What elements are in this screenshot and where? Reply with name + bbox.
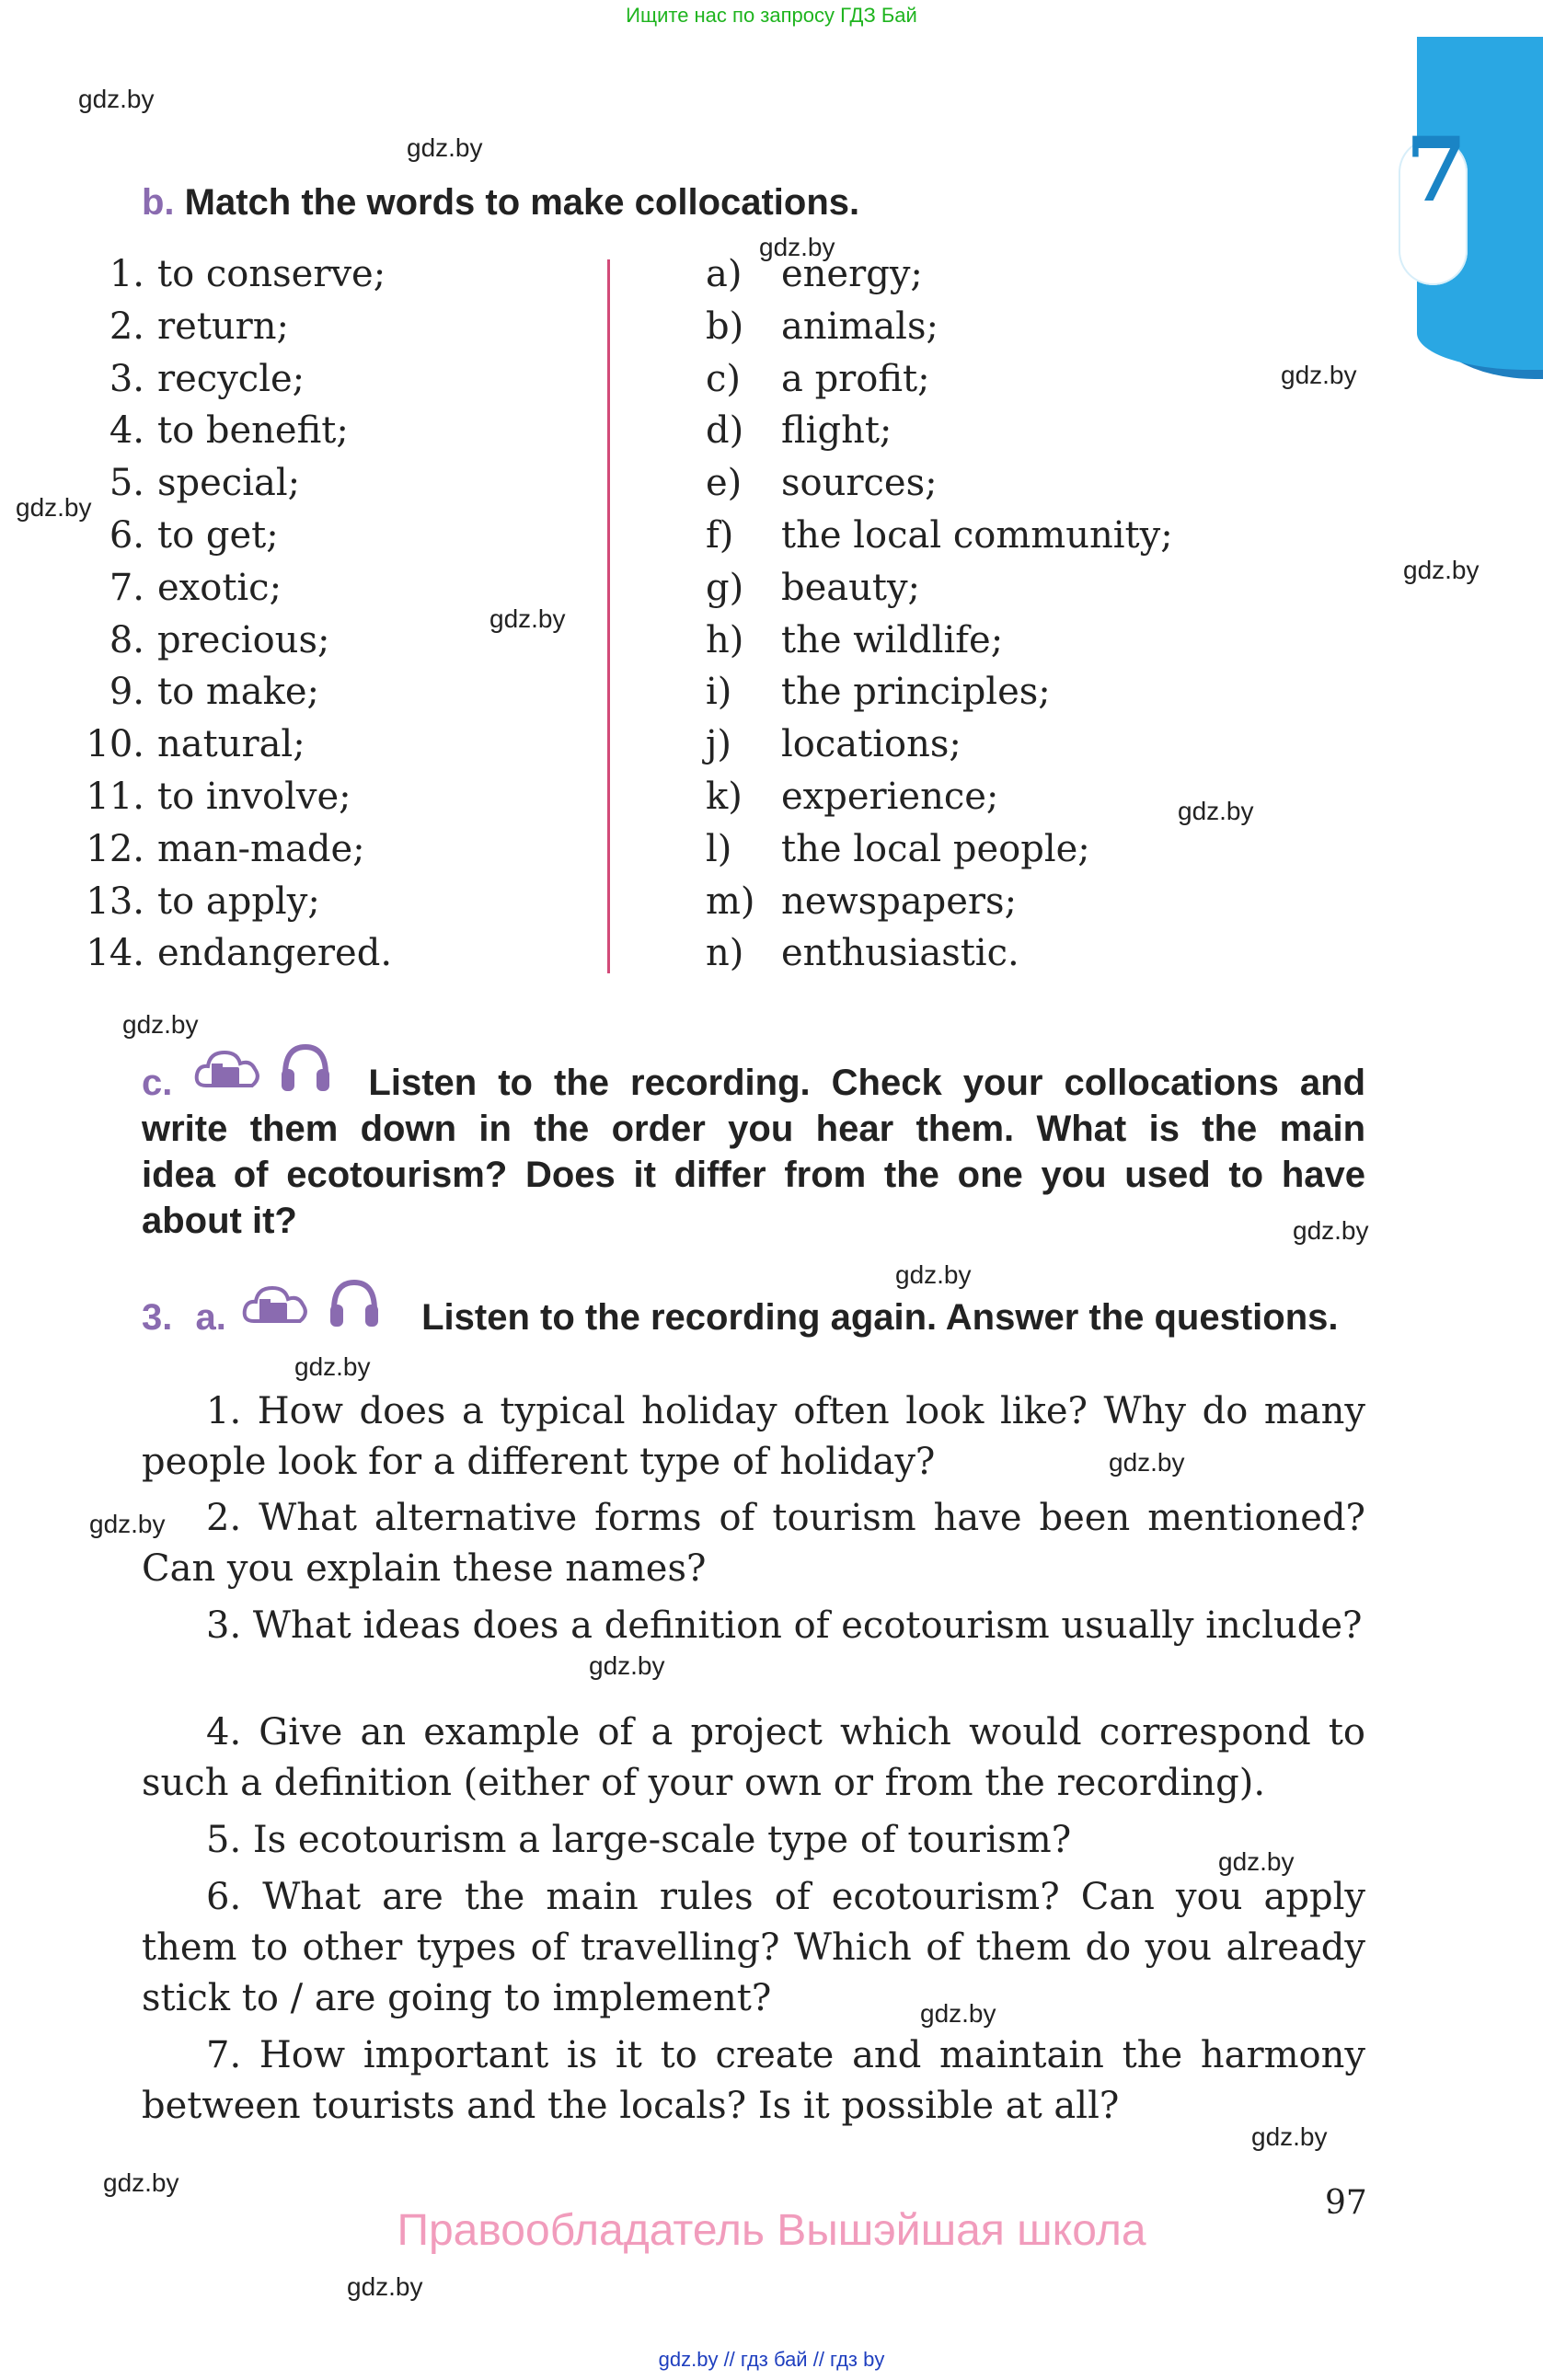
watermark: gdz.by (1178, 797, 1254, 825)
right-item (706, 723, 961, 765)
right-item (706, 671, 1051, 713)
watermark: gdz.by (407, 133, 483, 162)
left-item-number: 2. (109, 305, 144, 348)
watermark: gdz.by (16, 493, 92, 522)
right-item-letter: c) (706, 357, 742, 400)
right-item-text: newspapers; (781, 880, 1018, 923)
left-item-text: to conserve; (157, 253, 386, 295)
right-item (706, 358, 930, 400)
left-item-number: 8. (109, 618, 144, 661)
left-item-number: 1. (109, 253, 144, 295)
right-item (706, 409, 892, 452)
left-item (71, 253, 386, 295)
right-item-letter: g) (706, 566, 744, 609)
left-item (71, 514, 279, 557)
right-item-text: a profit; (781, 357, 930, 400)
question-6: 6. What are the main rules of ecotourism? Can you apply them to other types of travelling? Which of them do you already stick to / are going to implement? (142, 1876, 1365, 2019)
right-item-letter: j) (706, 723, 732, 766)
section-3-number: 3. (142, 1297, 173, 1338)
right-item-text: flight; (781, 409, 892, 453)
left-item (71, 619, 329, 661)
rights-holder: Правообладатель Вышэйшая школа (397, 2206, 1146, 2255)
right-item-letter: m) (706, 880, 755, 923)
left-item-number: 9. (109, 671, 144, 714)
section-3a-heading (142, 1297, 1339, 1339)
right-item (706, 253, 923, 295)
watermark: gdz.by (589, 1651, 665, 1680)
left-item-text: to make; (157, 671, 320, 714)
headphones-icon[interactable] (327, 1275, 382, 1330)
right-item-letter: n) (706, 932, 744, 975)
watermark: gdz.by (489, 604, 566, 633)
watermark: gdz.by (920, 1999, 996, 2028)
left-item (71, 305, 289, 348)
right-item-letter: b) (706, 305, 744, 348)
question-2: 2. What alternative forms of tourism have been mentioned? Can you explain these names? (142, 1497, 1365, 1590)
left-item (71, 723, 305, 765)
chapter-number: 7 (1405, 118, 1468, 222)
right-item-text: animals; (781, 305, 938, 348)
left-item-number: 4. (109, 409, 144, 453)
question-3: 3. What ideas does a definition of ecotourism usually include? (206, 1604, 1363, 1647)
section-c-line4: about it? (142, 1201, 297, 1241)
right-item-letter: i) (706, 671, 732, 714)
left-item-number: 3. (109, 357, 144, 400)
left-item-text: endangered. (157, 932, 393, 975)
watermark: gdz.by (1218, 1847, 1295, 1876)
left-item-number: 13. (86, 880, 144, 923)
left-item-text: special; (157, 462, 301, 505)
left-item (71, 567, 282, 609)
right-item-letter: f) (706, 514, 734, 557)
watermark: gdz.by (1281, 361, 1357, 389)
right-item-text: the local community; (781, 514, 1173, 557)
page-number: 97 (1325, 2184, 1367, 2222)
right-item-letter: l) (706, 827, 732, 870)
right-item (706, 619, 1003, 661)
left-item-text: exotic; (157, 566, 282, 609)
right-item-text: experience; (781, 776, 999, 818)
headphones-icon[interactable] (278, 1040, 333, 1095)
left-item (71, 409, 349, 452)
right-item-text: beauty; (781, 566, 921, 609)
watermark: gdz.by (78, 85, 155, 113)
watermark: gdz.by (89, 1510, 166, 1538)
left-item-text: man-made; (157, 827, 365, 870)
left-item (71, 932, 392, 974)
right-item-letter: k) (706, 776, 743, 818)
left-item-text: return; (157, 305, 289, 348)
right-item (706, 880, 1017, 923)
left-item-number: 14. (86, 932, 144, 975)
section-c-line1: Listen to the recording. Check your collocations and (368, 1063, 1366, 1103)
right-item-letter: d) (706, 409, 744, 453)
column-divider (607, 259, 610, 973)
section-c-line2: write them down in the order you hear them. What is the main (142, 1109, 1365, 1149)
watermark: gdz.by (1109, 1448, 1185, 1477)
section-b-heading (142, 182, 859, 224)
right-item-text: locations; (781, 723, 961, 766)
question-7: 7. How important is it to create and maintain the harmony between tourists and the locals? Is it possible at all? (142, 2034, 1365, 2127)
left-item-text: to benefit; (157, 409, 349, 453)
section-3a-title: Listen to the recording again. Answer the questions. (421, 1297, 1339, 1338)
right-item-text: the principles; (781, 671, 1051, 714)
right-item-text: the wildlife; (781, 618, 1004, 661)
left-item-text: precious; (157, 618, 330, 661)
left-item-text: recycle; (157, 357, 305, 400)
question-1: 1. How does a typical holiday often look like? Why do many people look for a different type of holiday? (142, 1390, 1365, 1483)
right-item-text: enthusiastic. (781, 932, 1019, 975)
left-item (71, 880, 320, 923)
watermark: gdz.by (759, 233, 835, 261)
left-item-number: 12. (86, 827, 144, 870)
watermark: gdz.by (347, 2272, 423, 2301)
left-item (71, 776, 351, 818)
watermark: gdz.by (1251, 2122, 1328, 2151)
right-item (706, 776, 998, 818)
left-item-number: 10. (86, 723, 144, 766)
section-b-title: Match the words to make collocations. (184, 182, 860, 223)
right-item (706, 305, 938, 348)
right-item-letter: e) (706, 462, 743, 505)
left-item-text: to involve; (157, 776, 351, 818)
section-3a-letter: a. (195, 1297, 226, 1338)
cloud-folder-icon[interactable] (193, 1041, 262, 1095)
cloud-folder-icon[interactable] (241, 1277, 310, 1330)
right-item (706, 514, 1173, 557)
left-item (71, 671, 319, 713)
left-item (71, 462, 300, 504)
left-item-text: natural; (157, 723, 305, 766)
right-item-text: the local people; (781, 827, 1090, 870)
right-item-letter: h) (706, 618, 744, 661)
left-item-text: to apply; (157, 880, 320, 923)
left-item (71, 828, 365, 870)
section-c-line3: idea of ecotourism? Does it differ from the one you used to have (142, 1155, 1365, 1195)
right-item (706, 828, 1090, 870)
left-item (71, 358, 305, 400)
top-banner[interactable]: Ищите нас по запросу ГДЗ Бай (626, 4, 917, 27)
watermark: gdz.by (895, 1260, 972, 1289)
watermark: gdz.by (103, 2168, 179, 2197)
left-item-number: 7. (109, 566, 144, 609)
right-item (706, 932, 1019, 974)
left-item-number: 5. (109, 462, 144, 505)
section-b-letter: b. (142, 182, 175, 223)
question-5: 5. Is ecotourism a large-scale type of tourism? (206, 1819, 1072, 1861)
watermark: gdz.by (122, 1010, 199, 1039)
footer-links[interactable]: gdz.by // гдз бай // гдз by (658, 2348, 885, 2371)
right-item (706, 462, 938, 504)
watermark: gdz.by (294, 1352, 371, 1381)
left-item-text: to get; (157, 514, 279, 557)
right-item (706, 567, 920, 609)
right-item-letter: a) (706, 253, 743, 295)
question-4: 4. Give an example of a project which would correspond to such a definition (either of your own or from the recording). (142, 1711, 1365, 1804)
right-item-text: sources; (781, 462, 938, 505)
watermark: gdz.by (1403, 556, 1480, 584)
left-item-number: 11. (86, 776, 144, 818)
watermark: gdz.by (1293, 1216, 1369, 1245)
right-item-text: energy; (781, 253, 923, 295)
left-item-number: 6. (109, 514, 144, 557)
section-c-letter: c. (142, 1063, 173, 1103)
